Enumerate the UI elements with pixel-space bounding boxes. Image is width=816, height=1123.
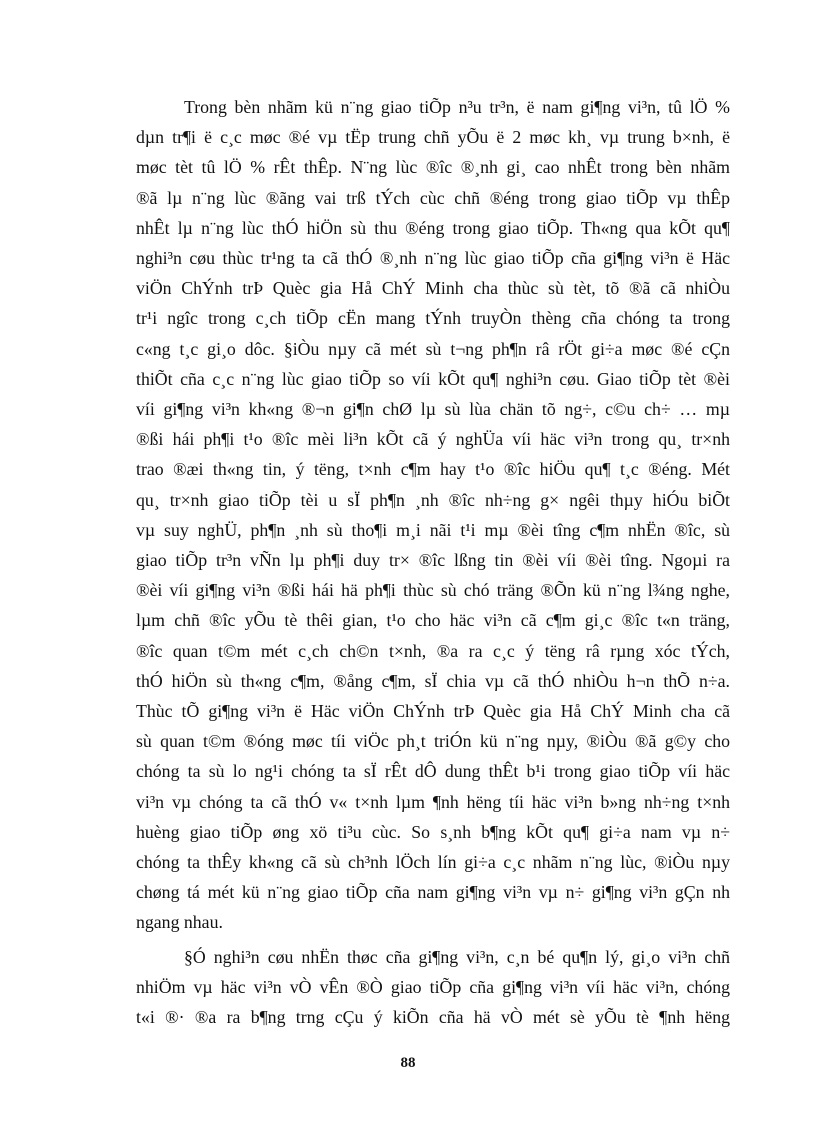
text-line: tr¹i ngîc trong c¸ch tiÕp cËn mang tÝnh truyÒn thèng cña chóng ta trong (136, 308, 730, 329)
text-line: ngang nhau. (136, 912, 223, 933)
text-line: nghi³n cøu thùc tr¹ng ta cã thÓ ®¸nh n¨ng lùc giao tiÕp cña gi¶ng vi³n ë Häc (136, 248, 730, 269)
text-line: qu¸ tr×nh giao tiÕp tèi u sÏ ph¶n ¸nh ®îc nh÷ng g× ngêi thµy hiÓu biÕt (136, 489, 730, 510)
text-line: huèng giao tiÕp øng xö ti³u cùc. So s¸nh b¶ng kÕt qu¶ gi÷a nam vµ n÷ (136, 821, 730, 842)
text-line: Trong bèn nhãm kü n¨ng giao tiÕp n³u tr³n, ë nam gi¶ng vi³n, tû lÖ % (184, 97, 730, 117)
text-line: chøng tá mét kü n¨ng giao tiÕp cña nam gi¶ng vi³n vµ n÷ gi¶ng vi³n gÇn nh (136, 882, 730, 903)
text-line: dµn tr¶i ë c¸c møc ®é vµ tËp trung chñ yÕu ë 2 møc kh¸ vµ trung b×nh, ë (136, 127, 730, 148)
text-line: thÓ hiÖn sù th«ng c¶m, ®ång c¶m, sÏ chia vµ cã thÓ nhiÒu h¬n thÕ n÷a. (136, 670, 730, 691)
text-line: sù quan t©m ®óng møc tíi viÖc ph¸t triÓn kü n¨ng nµy, ®iÒu ®ã g©y cho (136, 731, 730, 752)
text-line: trao ®æi th«ng tin, ý tëng, t×nh c¶m hay t¹o ®îc hiÖu qu¶ t¸c ®éng. Mét (136, 459, 730, 480)
text-line: ®èi víi gi¶ng vi³n ®ßi hái hä ph¶i thùc sù chó träng ®Õn kü n¨ng l¾ng nghe, (136, 580, 730, 601)
text-line: ®ßi hái ph¶i t¹o ®îc mèi li³n kÕt cã ý nghÜa víi häc vi³n trong qu¸ tr×nh (136, 429, 730, 450)
text-line: chóng ta sù lo ng¹i chóng ta sÏ rÊt dÔ dung thÊt b¹i trong giao tiÕp víi häc (136, 761, 730, 782)
text-line: vµ suy nghÜ, ph¶n ¸nh sù tho¶i m¸i nãi t¹i mµ ®èi tîng c¶m nhËn ®îc, sù (136, 519, 730, 540)
text-line: t«i ®· ®a ra b¶ng trng cÇu ý kiÕn cña hä vÒ mét sè yÕu tè ¶nh hëng (136, 1007, 730, 1028)
text-line: lµm chñ ®îc yÕu tè thêi gian, t¹o cho häc vi³n cã c¶m gi¸c ®îc t«n träng, (136, 610, 730, 631)
paragraph-1 (136, 92, 730, 938)
text-line: §Ó nghi³n cøu nhËn thøc cña gi¶ng vi³n, c¸n bé qu¶n lý, gi¸o vi³n chñ (184, 946, 730, 967)
text-line: nhÊt lµ n¨ng lùc thÓ hiÖn sù thu ®éng trong giao tiÕp. Th«ng qua kÕt qu¶ (136, 217, 730, 238)
page-number: 88 (400, 1055, 416, 1071)
text-line: chóng ta thÊy kh«ng cã sù ch³nh lÖch lín gi÷a c¸c nhãm n¨ng lùc, ®iÒu nµy (136, 852, 730, 873)
text-line: ®îc quan t©m mét c¸ch ch©n t×nh, ®a ra c¸c ý tëng râ rµng xóc tÝch, (136, 640, 730, 661)
text-line: Thùc tÕ gi¶ng vi³n ë Häc viÖn ChÝnh trÞ Quèc gia Hå ChÝ Minh cha cã (136, 701, 730, 722)
text-line: c«ng t¸c gi¸o dôc. §iÒu nµy cã mét sù t¬ng ph¶n râ rÖt gi÷a møc ®é cÇn (136, 338, 730, 359)
paragraph-2 (136, 942, 730, 1033)
text-line: víi gi¶ng vi³n kh«ng ®¬n gi¶n chØ lµ sù lùa chän tõ ng÷, c©u ch÷ … mµ (136, 399, 730, 420)
text-line: møc tèt tû lÖ % rÊt thÊp. N¨ng lùc ®îc ®¸nh gi¸ cao nhÊt trong bèn nhãm (136, 157, 730, 178)
text-line: giao tiÕp tr³n vÑn lµ ph¶i duy tr× ®îc lßng tin ®èi víi ®èi tîng. Ngoµi ra (136, 550, 730, 571)
text-line: vi³n vµ chóng ta cã thÓ v« t×nh lµm ¶nh hëng tíi häc vi³n b»ng nh÷ng t×nh (136, 791, 730, 812)
text-line: ®ã lµ n¨ng lùc ®ãng vai trß tÝch cùc chñ ®éng trong giao tiÕp vµ thÊp (136, 187, 730, 208)
text-line: viÖn ChÝnh trÞ Quèc gia Hå ChÝ Minh cha thùc sù tèt, tõ ®ã cã nhiÒu (136, 278, 730, 299)
text-line: thiÕt cña c¸c n¨ng lùc giao tiÕp so víi kÕt qu¶ nghi³n cøu. Giao tiÕp tèt ®èi (136, 368, 730, 389)
body-text (136, 92, 730, 1032)
text-line: nhiÖm vµ häc vi³n vÒ vÊn ®Ò giao tiÕp cña gi¶ng vi³n víi häc vi³n, chóng (136, 976, 730, 997)
